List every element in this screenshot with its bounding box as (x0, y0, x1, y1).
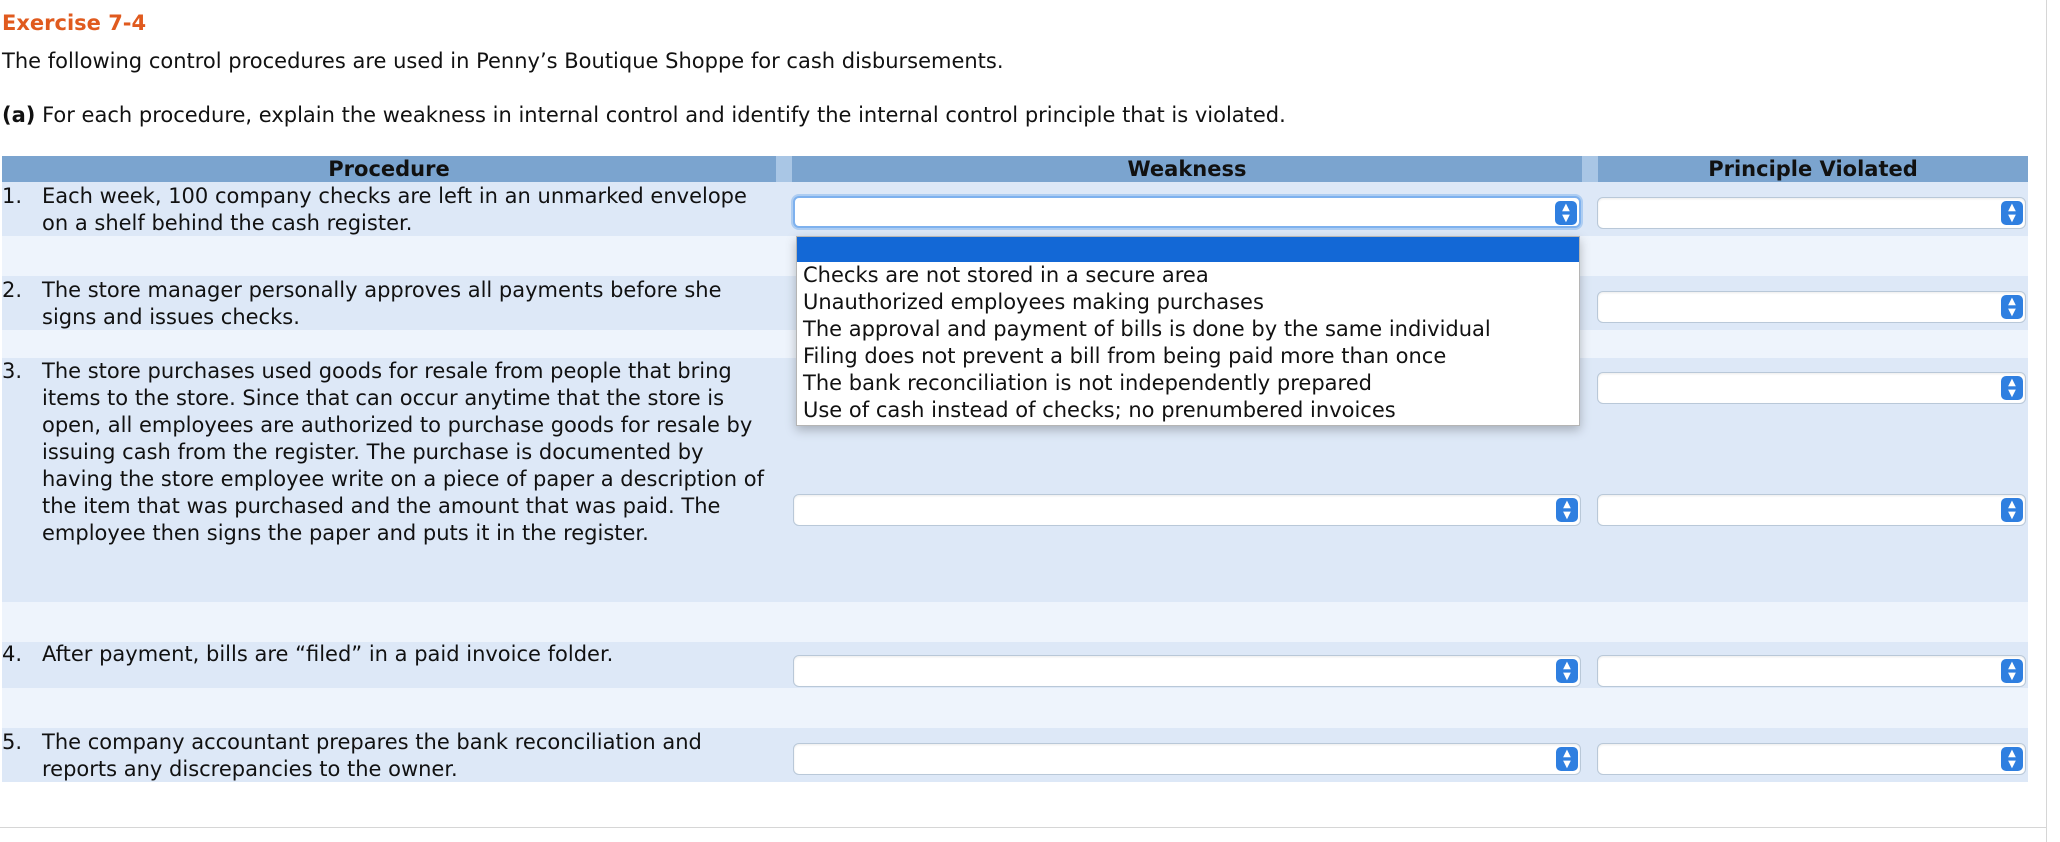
row-number: 3. (2, 359, 23, 383)
dropdown-option-blank[interactable] (797, 237, 1579, 262)
procedure-text: After payment, bills are “filed” in a paid invoice folder. (42, 642, 614, 666)
table-row (2, 729, 772, 783)
weakness-select-5[interactable] (793, 743, 1581, 775)
dropdown-option[interactable]: The bank reconciliation is not independently prepared (803, 371, 1372, 395)
chevron-updown-icon: ▲ ▼ (1556, 747, 1578, 771)
dropdown-option[interactable]: Unauthorized employees making purchases (803, 290, 1264, 314)
table-header (2, 156, 2028, 182)
chevron-updown-icon: ▲ ▼ (1556, 659, 1578, 683)
principle-select-3b[interactable] (1597, 494, 2026, 526)
table-row (2, 183, 772, 237)
principle-select-1[interactable] (1597, 197, 2026, 229)
header-principle: Principle Violated (1708, 157, 1918, 181)
chevron-updown-icon: ▲ ▼ (2001, 295, 2023, 319)
weakness-select-3[interactable] (793, 494, 1581, 526)
procedure-text: The store manager personally approves all payments before she signs and issues checks. (42, 278, 722, 329)
principle-select-3[interactable] (1597, 372, 2026, 404)
header-separator (1582, 156, 1598, 182)
row-number: 5. (2, 730, 23, 754)
part-text: For each procedure, explain the weakness in internal control and identify the internal control principle that is violated. (42, 103, 1286, 127)
table-row (2, 641, 772, 671)
dropdown-option[interactable]: Checks are not stored in a secure area (803, 263, 1209, 287)
header-separator (776, 156, 792, 182)
row-number: 2. (2, 278, 23, 302)
row-number: 1. (2, 184, 23, 208)
chevron-updown-icon: ▲ ▼ (2001, 747, 2023, 771)
weakness-select-1[interactable] (793, 196, 1581, 228)
chevron-updown-icon: ▲ ▼ (2001, 498, 2023, 522)
exercise-title: Exercise 7-4 (2, 11, 147, 35)
row-number: 4. (2, 642, 23, 666)
table-row (2, 358, 772, 548)
page-edge-divider (2046, 0, 2047, 842)
procedure-text: The company accountant prepares the bank reconciliation and reports any discrepancies to the owner. (42, 730, 702, 781)
chevron-updown-icon: ▲ ▼ (1556, 498, 1578, 522)
page-bottom-divider (0, 827, 2046, 828)
chevron-updown-icon: ▲ ▼ (2001, 201, 2023, 225)
principle-select-4[interactable] (1597, 655, 2026, 687)
principle-select-5[interactable] (1597, 743, 2026, 775)
header-procedure: Procedure (328, 157, 450, 181)
dropdown-option[interactable]: Use of cash instead of checks; no prenumbered invoices (803, 398, 1396, 422)
part-a-instruction (2, 103, 1286, 127)
weakness-select-4[interactable] (793, 655, 1581, 687)
table-row (2, 277, 772, 331)
dropdown-option[interactable]: The approval and payment of bills is done by the same individual (803, 317, 1491, 341)
chevron-updown-icon: ▲ ▼ (2001, 659, 2023, 683)
row-spacer (2, 688, 2028, 728)
procedure-text: Each week, 100 company checks are left in an unmarked envelope on a shelf behind the cash register. (42, 184, 747, 235)
header-weakness: Weakness (1127, 157, 1247, 181)
procedure-text: The store purchases used goods for resale from people that bring items to the store. Since that can occur anytime that the store is open, all employees are authorized to purchase goods for resale by issuing cash from the register. The purchase is documented by having the store employee write on a piece of paper a description of the item that was purchased and the amount that was paid. The employee then signs the paper and puts it in the register. (42, 359, 764, 545)
weakness-dropdown-list (796, 236, 1580, 426)
row-spacer (2, 602, 2028, 642)
part-label: (a) (2, 103, 36, 127)
exercise-intro: The following control procedures are used in Penny’s Boutique Shoppe for cash disbursements. (2, 49, 1004, 73)
chevron-updown-icon: ▲ ▼ (1555, 201, 1577, 225)
principle-select-2[interactable] (1597, 291, 2026, 323)
chevron-updown-icon: ▲ ▼ (2001, 376, 2023, 400)
dropdown-option[interactable]: Filing does not prevent a bill from being paid more than once (803, 344, 1447, 368)
